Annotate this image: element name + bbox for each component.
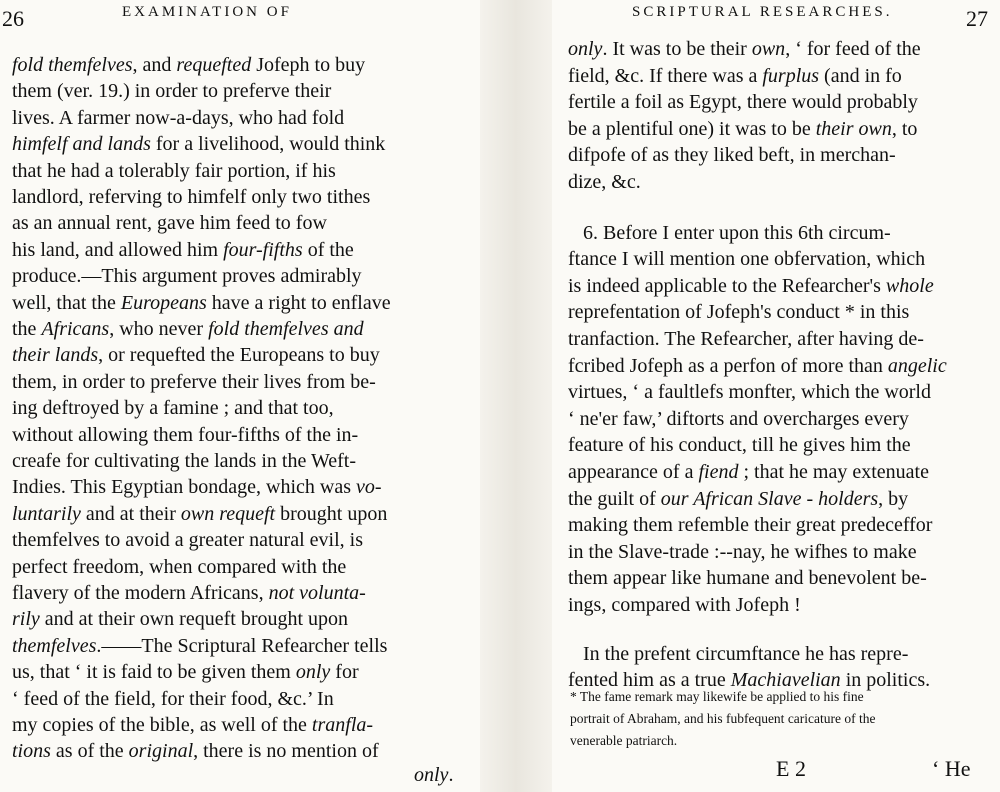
right-running-head: SCRIPTURAL RESEARCHES.: [632, 4, 893, 20]
right-text-line: tranfaction. The Refearcher, after having de-: [568, 328, 924, 350]
right-text-line: is indeed applicable to the Refearcher's whole: [568, 275, 934, 297]
right-catchword: ‘ He: [932, 756, 971, 781]
left-text-line: without allowing them four-fifths of the in-: [12, 424, 359, 446]
right-text-line: be a plentiful one) it was to be their own, to: [568, 118, 918, 140]
left-text-line: produce.—This argument proves admirably: [12, 265, 362, 287]
signature-mark: E 2: [776, 756, 806, 781]
left-text-line: landlord, referving to himfelf only two tithes: [12, 186, 371, 208]
right-text-line: in the Slave-trade :--nay, he wifhes to make: [568, 541, 917, 563]
right-text-line: In the prefent circumftance he has repre-: [568, 643, 909, 665]
right-text-line: fcribed Jofeph as a perfon of more than angelic: [568, 355, 947, 377]
left-text-line: them, in order to preferve their lives from be-: [12, 371, 376, 393]
right-text-line: only. It was to be their own, ‘ for feed of the: [568, 38, 921, 60]
right-text-line: the guilt of our African Slave - holders, by: [568, 488, 909, 510]
left-catchword: only.: [414, 764, 454, 786]
left-text-line: them (ver. 19.) in order to preferve their: [12, 80, 332, 102]
left-text-line: flavery of the modern Africans, not volunta-: [12, 582, 366, 604]
left-text-line: us, that ‘ it is faid to be given them only for: [12, 661, 359, 683]
left-text-line: ing deftroyed by a famine ; and that too,: [12, 397, 334, 419]
right-page-number: 27: [966, 6, 988, 31]
left-text-line: creafe for cultivating the lands in the Weft-: [12, 450, 356, 472]
left-text-line: the Africans, who never fold themfelves and: [12, 318, 364, 340]
left-text-line: my copies of the bible, as well of the tranfla-: [12, 714, 374, 736]
left-text-line: himfelf and lands for a livelihood, would think: [12, 133, 386, 155]
left-running-head: EXAMINATION OF: [122, 4, 292, 20]
left-text-line: ‘ feed of the field, for their food, &c.’ In: [12, 688, 334, 710]
left-text-line: themfelves.——The Scriptural Refearcher tells: [12, 635, 388, 657]
right-text-line: dize, &c.: [568, 171, 641, 193]
right-text-line: reprefentation of Jofeph's conduct * in this: [568, 301, 910, 323]
right-text-line: difpofe of as they liked beft, in merchan-: [568, 144, 896, 166]
right-text-line: ftance I will mention one obfervation, which: [568, 248, 926, 270]
footnote-line: venerable patriarch.: [570, 733, 678, 748]
left-text-line: well, that the Europeans have a right to enflave: [12, 292, 391, 314]
left-text-line: luntarily and at their own requeft brought upon: [12, 503, 388, 525]
right-text-line: them appear like humane and benevolent be-: [568, 567, 927, 589]
left-text-line: that he had a tolerably fair portion, if his: [12, 160, 336, 182]
right-text-line: ‘ ne'er faw,’ diftorts and overcharges every: [568, 408, 909, 430]
left-page-number: 26: [2, 6, 24, 31]
left-page: [0, 0, 480, 792]
left-text-line: Indies. This Egyptian bondage, which was vo-: [12, 476, 382, 498]
left-text-line: as an annual rent, gave him feed to fow: [12, 212, 327, 234]
book-gutter: [480, 0, 552, 792]
right-text-line: 6. Before I enter upon this 6th circum-: [568, 222, 891, 244]
right-text-line: fented him as a true Machiavelian in politics.: [568, 669, 931, 691]
footnote-line: portrait of Abraham, and his fubfequent caricature of the: [570, 711, 876, 726]
right-text-line: making them refemble their great predeceffor: [568, 514, 933, 536]
left-text-line: perfect freedom, when compared with the: [12, 556, 347, 578]
right-text-line: ings, compared with Jofeph !: [568, 594, 801, 616]
left-text-line: tions as of the original, there is no mention of: [12, 740, 379, 762]
right-page: [552, 0, 1000, 792]
right-text-line: appearance of a fiend ; that he may extenuate: [568, 461, 929, 483]
left-text-line: rily and at their own requeft brought upon: [12, 608, 349, 630]
right-text-line: field, &c. If there was a furplus (and in fo: [568, 65, 902, 87]
right-text-line: fertile a foil as Egypt, there would probably: [568, 91, 918, 113]
footnote-line: * The fame remark may likewife be applied to his fine: [570, 689, 864, 704]
left-text-line: themfelves to avoid a greater natural evil, is: [12, 529, 363, 551]
right-text-line: feature of his conduct, till he gives him the: [568, 434, 911, 456]
left-text-line: their lands, or requefted the Europeans to buy: [12, 344, 380, 366]
left-text-line: lives. A farmer now-a-days, who had fold: [12, 107, 345, 129]
left-text-line: fold themfelves, and requefted Jofeph to buy: [12, 54, 366, 76]
left-text-line: his land, and allowed him four-fifths of the: [12, 239, 354, 261]
right-text-line: virtues, ‘ a faultlefs monfter, which the world: [568, 381, 931, 403]
